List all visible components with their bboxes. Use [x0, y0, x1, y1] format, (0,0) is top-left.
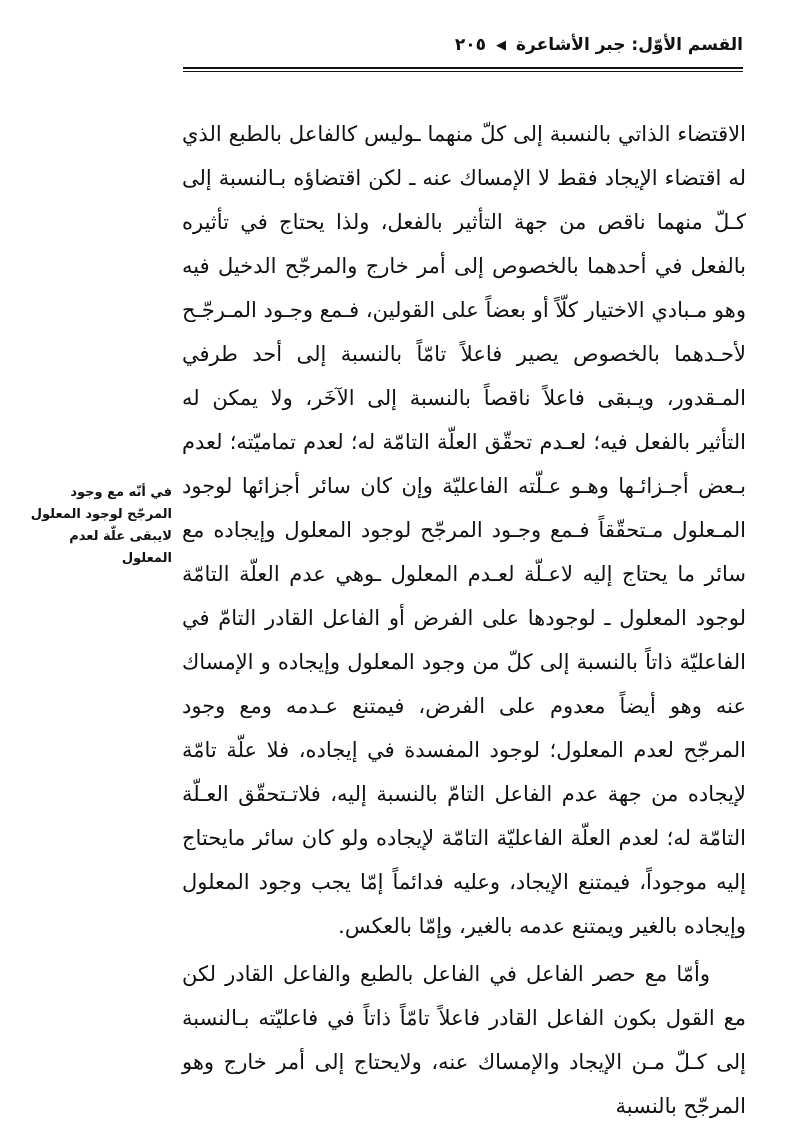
body-text: [182, 112, 746, 1128]
header-rule-thin: [183, 71, 743, 72]
paragraph-2: وأمّا مع حصر الفاعل في الفاعل بالطبع والفاعل القادر لكن مع القول بكون الفاعل القادر فاعلاً تامّاً ذاتاً في فاعليّته بـالنسبة إلى كـلّ مـن الإيجاد والإمساك عنه، ولايحتاج إلى أمر خارج وهو المرجّح بالنسبة: [182, 962, 746, 1118]
running-header: [183, 30, 743, 60]
margin-note: في أنّه مع وجود المرجّح لوجود المعلول لايبقى علّة لعدم المعلول: [30, 485, 172, 566]
header-title: القسم الأوّل: جبر الأشاعرة: [515, 35, 743, 55]
triangle-left-icon: ◀: [495, 37, 506, 53]
paragraph-1: الاقتضاء الذاتي بالنسبة إلى كلّ منهما ـوليس كالفاعل بالطبع الذي له اقتضاء الإيجاد فقط لا الإمساك عنه ـ لكن اقتضاؤه بـالنسبة إلى كـلّ منهما ناقص من جهة التأثير بالفعل، ولذا يحتاج في تأثيره بالفعل في أحدهما بالخصوص إلى أمر خارج والمرجّح الدخيل فيه وهو مـبادي الاختيار كلّاً أو بعضاً على القولين، فـمع وجـود المـرجّـح لأحـدهما بالخصوص يصير فاعلاً تامّاً بالنسبة إلى أحد طرفي المـقدور، ويـبقى فاعلاً ناقصاً بالنسبة إلى الآخَر، ولا يمكن له التأثير بالفعل فيه؛ لعـدم تحقّق العلّة التامّة له؛ لعدم تماميّته؛ لعدم بـعض أجـزائـها وهـو عـلّته الفاعليّة وإن كان سائر أجزائها لوجود المـعلول مـتحقّقاً فـمع وجـود المرجّح لوجود المعلول وإيجاده مع سائر ما يحتاج إليه لاعـلّة لعـدم المعلول ـوهي عدم العلّة التامّة لوجود المعلول ـ لوجودها على الفرض أو الفاعل القادر التامّ في الفاعليّة ذاتاً بالنسبة إلى كلّ من وجود المعلول وإيجاده و الإمساك عنه وهو أيضاً معدوم على الفرض، فيمتنع عـدمه ومع وجود المرجّح لعدم المعلول؛ لوجود المفسدة في إيجاده، فلا علّة تامّة لإيجاده من جهة عدم الفاعل التامّ بالنسبة إليه، فلاتـتحقّق العـلّة التامّة له؛ لعدم العلّة الفاعليّة التامّة لإيجاده ولو كان سائر مايحتاج إليه موجوداً، فيمتنع الإيجاد، وعليه فدائماً إمّا يجب وجود المعلول وإيجاده بالغير ويمتنع عدمه بالغير، وإمّا بالعكس.: [182, 122, 746, 938]
header-rule-thick: [183, 67, 743, 69]
page-number: ٢٠٥: [454, 35, 486, 55]
